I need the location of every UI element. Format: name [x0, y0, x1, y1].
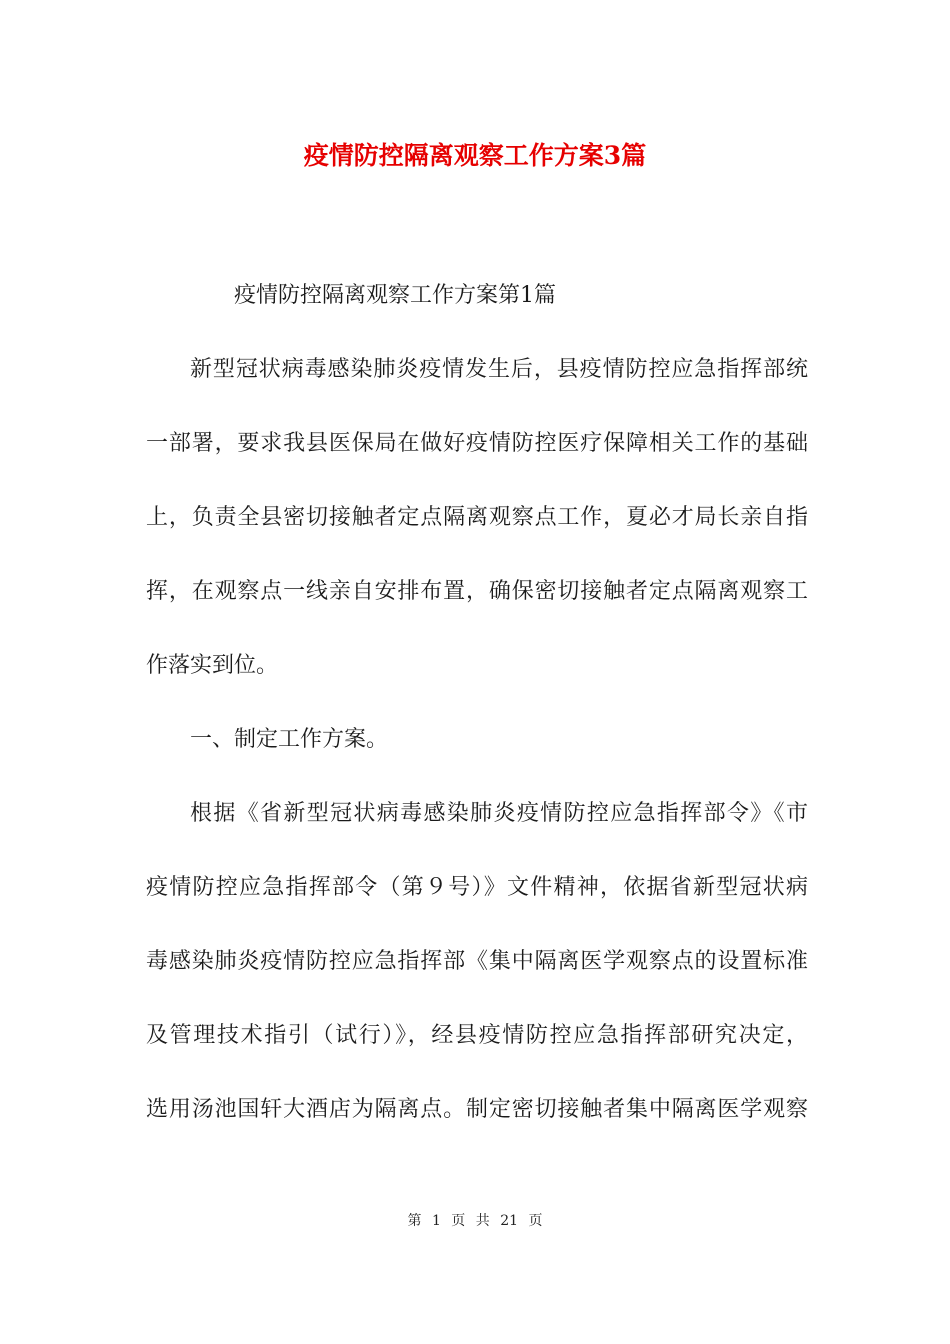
paragraph-line: 挥，在观察点一线亲自安排布置，确保密切接触者定点隔离观察工: [146, 579, 808, 604]
paragraph-line: 根据《省新型冠状病毒感染肺炎疫情防控应急指挥部令》《市: [190, 801, 808, 826]
paragraph-line: 作落实到位。: [146, 653, 279, 678]
paragraph-line: 一部署，要求我县医保局在做好疫情防控医疗保障相关工作的基础: [146, 431, 808, 456]
section-heading: 一、制定工作方案。: [190, 727, 389, 752]
page-footer: 第 1 页 共 21 页: [407, 1213, 543, 1229]
paragraph-line: 上，负责全县密切接触者定点隔离观察点工作，夏必才局长亲自指: [146, 505, 808, 530]
paragraph-line: 新型冠状病毒感染肺炎疫情发生后，县疫情防控应急指挥部统: [190, 357, 808, 382]
paragraph-line: 及管理技术指引（试行）》，经县疫情防控应急指挥部研究决定，: [146, 1023, 808, 1048]
paragraph-line: 毒感染肺炎疫情防控应急指挥部《集中隔离医学观察点的设置标准: [146, 949, 808, 974]
document-title: 疫情防控隔离观察工作方案3篇: [303, 141, 647, 170]
article-subtitle: 疫情防控隔离观察工作方案第1篇: [234, 283, 556, 308]
paragraph-line: 疫情防控应急指挥部令（第９号）》文件精神，依据省新型冠状病: [146, 875, 808, 900]
paragraph-line: 选用汤池国轩大酒店为隔离点。制定密切接触者集中隔离医学观察: [146, 1097, 808, 1122]
